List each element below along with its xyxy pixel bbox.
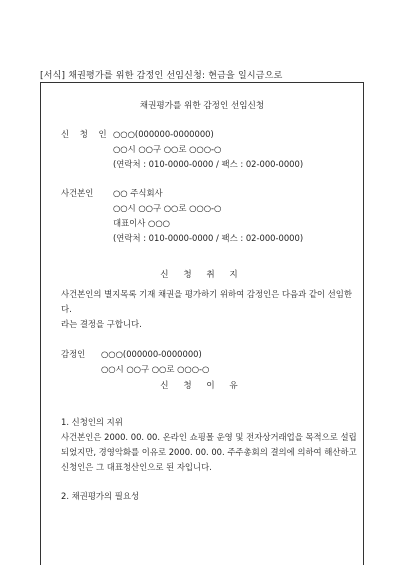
principal-address: ○○시 ○○구 ○○로 ○○○-○: [113, 203, 222, 213]
applicant-label: 신 청 인: [61, 129, 111, 139]
principal-company: ○○ 주식회사: [113, 188, 163, 198]
reason-heading: 신 청 이 유: [160, 381, 244, 391]
appraiser-address: ○○시 ○○구 ○○로 ○○○-○: [101, 364, 210, 374]
document-frame: [40, 82, 364, 565]
principal-contact: (연락처 : 010-0000-0000 / 팩스 : 02-000-0000): [113, 233, 304, 243]
purpose-line-1: 사건본인의 별지목록 기재 채권을 평가하기 위하여 감정인은 다음과 같이 선임한: [61, 289, 352, 299]
section-1-line-1: 사건본인은 2000. 00. 00. 온라인 쇼핑몰 운영 및 전자상거래업을 목적으로 설립: [61, 432, 357, 442]
principal-representative: 대표이사 ○○○: [113, 218, 170, 228]
appraiser-name-id: ○○○(000000-0000000): [101, 349, 202, 359]
purpose-line-3: 라는 결정을 구합니다.: [61, 319, 142, 329]
applicant-name-id: ○○○(000000-0000000): [113, 129, 214, 139]
applicant-contact: (연락처 : 010-0000-0000 / 팩스 : 02-000-0000): [113, 159, 304, 169]
principal-label: 사건본인: [61, 188, 94, 198]
purpose-heading: 신 청 취 지: [160, 270, 244, 280]
purpose-line-2: 다.: [61, 304, 72, 314]
section-1-line-3: 신청인은 그 대표청산인으로 된 자입니다.: [61, 462, 212, 472]
section-2-title: 2. 채권평가의 필요성: [61, 491, 140, 501]
appraiser-label: 감정인: [61, 349, 86, 359]
document-title: 채권평가를 위한 감정인 선임신청: [139, 101, 265, 111]
applicant-address: ○○시 ○○구 ○○로 ○○○-○: [113, 144, 222, 154]
section-1-line-2: 되었지만, 경영악화를 이유로 2000. 00. 00. 주주총회의 결의에 의하여 해산하고: [61, 447, 357, 457]
section-1-title: 1. 신청인의 지위: [61, 417, 123, 427]
form-caption: [서식] 채권평가를 위한 감정인 선임신청: 현금을 일시금으로: [40, 71, 283, 81]
